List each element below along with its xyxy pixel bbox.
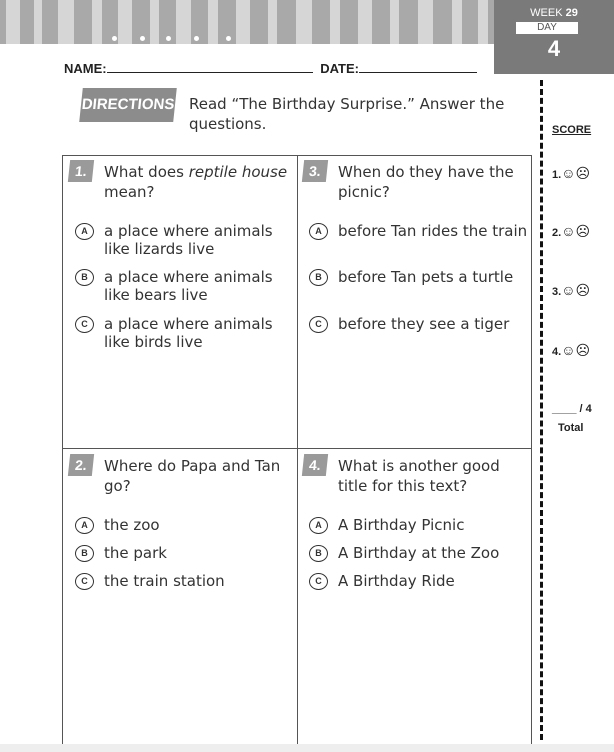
band-dot	[166, 36, 171, 41]
date-label: DATE:	[320, 61, 359, 76]
score-item-2[interactable]	[552, 223, 590, 240]
name-label: NAME:	[64, 61, 107, 76]
option-text: the park	[104, 544, 167, 562]
band-stripe	[390, 0, 399, 44]
question-number: 3.	[302, 160, 328, 182]
option-text: before they see a tiger	[338, 315, 510, 333]
day-number: 4	[547, 36, 561, 61]
band-dot	[140, 36, 145, 41]
page-edge	[0, 744, 614, 752]
answer-bubble[interactable]: C	[75, 573, 94, 590]
band-stripe	[268, 0, 277, 44]
option-text: before Tan rides the train	[338, 222, 528, 240]
day-label: DAY	[516, 22, 578, 34]
option-text: the train station	[104, 572, 225, 590]
grid-divider-horizontal	[63, 448, 531, 449]
band-stripe	[58, 0, 74, 44]
smiley-frown-icon[interactable]: ☺☹	[561, 342, 591, 358]
date-field[interactable]	[359, 60, 477, 73]
answer-bubble[interactable]: B	[75, 269, 94, 286]
question-number: 2.	[68, 454, 94, 476]
answer-bubble[interactable]: A	[75, 517, 94, 534]
week-label: WEEK 29	[530, 7, 578, 19]
band-stripe	[358, 0, 372, 44]
score-number: 3.	[552, 286, 562, 298]
band-stripe	[34, 0, 42, 44]
band-stripe	[92, 0, 102, 44]
band-dot	[194, 36, 199, 41]
answer-bubble[interactable]: A	[309, 517, 328, 534]
score-number: 1.	[552, 169, 562, 181]
band-stripe	[452, 0, 462, 44]
question-text: Where do Papa and Tan go?	[104, 457, 281, 495]
band-stripe	[236, 0, 250, 44]
answer-bubble[interactable]: A	[309, 223, 328, 240]
question-number: 1.	[68, 160, 94, 182]
directions-text: Read “The Birthday Surprise.” Answer the questions.	[189, 95, 505, 133]
smiley-frown-icon[interactable]: ☺☹	[561, 223, 591, 239]
answer-bubble[interactable]: C	[309, 316, 328, 333]
question-text: What is another good title for this text?	[338, 457, 500, 495]
score-item-3[interactable]	[552, 282, 590, 299]
band-stripe	[6, 0, 20, 44]
total-score-field[interactable]: ____ / 4	[552, 403, 592, 415]
score-item-1[interactable]	[552, 165, 590, 182]
option-text: before Tan pets a turtle	[338, 268, 514, 286]
option-text: A Birthday at the Zoo	[338, 544, 500, 562]
option-text: a place where animals like bears live	[104, 268, 273, 304]
option-text: A Birthday Ride	[338, 572, 455, 590]
score-number: 4.	[552, 346, 562, 358]
smiley-frown-icon[interactable]: ☺☹	[561, 165, 591, 181]
total-label: Total	[558, 422, 584, 434]
answer-bubble[interactable]: B	[309, 269, 328, 286]
score-divider	[540, 80, 543, 740]
band-stripe	[418, 0, 433, 44]
band-dot	[226, 36, 231, 41]
band-stripe	[176, 0, 191, 44]
band-stripe	[150, 0, 159, 44]
answer-bubble[interactable]: A	[75, 223, 94, 240]
option-text: A Birthday Picnic	[338, 516, 465, 534]
score-number: 2.	[552, 227, 562, 239]
answer-bubble[interactable]: C	[309, 573, 328, 590]
band-stripe	[296, 0, 312, 44]
band-stripe	[478, 0, 488, 44]
question-grid	[62, 155, 532, 745]
option-text: the zoo	[104, 516, 160, 534]
option-text: a place where animals like lizards live	[104, 222, 273, 258]
question-text: When do they have the picnic?	[338, 163, 514, 201]
answer-bubble[interactable]: B	[75, 545, 94, 562]
smiley-frown-icon[interactable]: ☺☹	[561, 282, 591, 298]
answer-bubble[interactable]: B	[309, 545, 328, 562]
week-day-tab	[494, 0, 614, 74]
question-number: 4.	[302, 454, 328, 476]
name-date-row	[64, 60, 477, 76]
question-text: What does reptile house mean?	[104, 163, 288, 201]
name-field[interactable]	[107, 60, 313, 73]
band-stripe	[118, 0, 132, 44]
score-heading: SCORE	[552, 124, 592, 136]
directions-badge: DIRECTIONS	[79, 88, 177, 122]
band-stripe	[330, 0, 340, 44]
band-dot	[112, 36, 117, 41]
band-stripe	[208, 0, 218, 44]
answer-bubble[interactable]: C	[75, 316, 94, 333]
option-text: a place where animals like birds live	[104, 315, 273, 351]
score-item-4[interactable]	[552, 342, 590, 359]
